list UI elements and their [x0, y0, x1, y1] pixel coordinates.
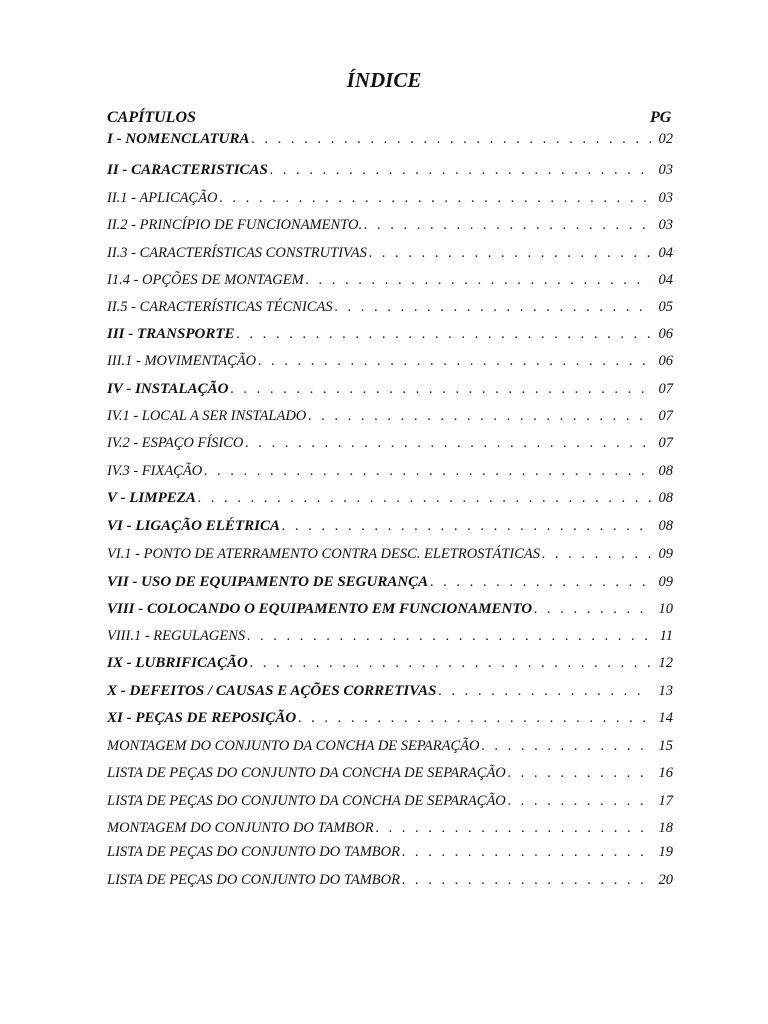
dot-leader [308, 405, 651, 427]
toc-entry [107, 214, 673, 236]
dot-leader [402, 869, 651, 891]
dot-leader [376, 817, 651, 839]
toc-entry-label: IV.1 - LOCAL A SER INSTALADO [107, 408, 307, 424]
toc-entry-label: IX - LUBRIFICAÇÃO [107, 655, 248, 671]
dot-leader [204, 460, 651, 482]
toc-entry-page: 20 [658, 872, 673, 888]
toc-entry-page: 02 [658, 131, 673, 147]
dot-leader [508, 790, 651, 812]
toc-entry-label: III - TRANSPORTE [107, 326, 235, 342]
dot-leader [430, 571, 651, 593]
toc-entry-label: I - NOMENCLATURA [107, 131, 250, 147]
toc-entry [107, 817, 673, 839]
toc-entry-label: VI - LIGAÇÃO ELÉTRICA [107, 518, 280, 534]
toc-entry [107, 762, 673, 784]
toc-entry [107, 296, 673, 318]
toc-entry [107, 487, 673, 509]
toc-entry [107, 460, 673, 482]
toc-entry-label: I1.4 - OPÇÕES DE MONTAGEM [107, 272, 304, 288]
dot-leader [335, 296, 651, 318]
toc-entry-label: LISTA DE PEÇAS DO CONJUNTO DO TAMBOR [107, 872, 400, 888]
toc-entry-label: MONTAGEM DO CONJUNTO DO TAMBOR [107, 820, 374, 836]
dot-leader [298, 707, 651, 729]
toc-entry [107, 598, 673, 620]
toc-entry-label: MONTAGEM DO CONJUNTO DA CONCHA DE SEPARAÇÃO [107, 738, 480, 754]
dot-leader [198, 487, 651, 509]
dot-leader [481, 735, 651, 757]
toc-entry-label: VIII.1 - REGULAGENS [107, 628, 246, 644]
toc-entry [107, 350, 673, 372]
toc-entry [107, 543, 673, 565]
toc-entry [107, 869, 673, 891]
toc-entry [107, 571, 673, 593]
toc-entry [107, 187, 673, 209]
toc-entry-label: II.2 - PRINCÍPIO DE FUNCIONAMENTO. [107, 217, 363, 233]
toc-entry [107, 405, 673, 427]
dot-leader [364, 214, 651, 236]
toc-entry [107, 378, 673, 400]
page-column-header: PG [650, 109, 672, 126]
toc-entry-page: 04 [658, 272, 673, 288]
dot-leader [306, 269, 651, 291]
toc-entry-label: III.1 - MOVIMENTAÇÃO [107, 353, 257, 369]
toc-entry-page: 12 [658, 655, 673, 671]
toc-entry-label: X - DEFEITOS / CAUSAS E AÇÕES CORRETIVAS [107, 683, 437, 699]
toc-entry-label: IV.3 - FIXAÇÃO [107, 463, 203, 479]
toc-entry-label: LISTA DE PEÇAS DO CONJUNTO DO TAMBOR [107, 844, 400, 860]
dot-leader [270, 159, 651, 181]
toc-entry-page: 07 [658, 408, 673, 424]
toc-entry-label: XI - PEÇAS DE REPOSIÇÃO [107, 710, 297, 726]
toc-entry [107, 323, 673, 345]
toc-entry-page: 09 [658, 546, 673, 562]
chapters-header: CAPÍTULOS [107, 109, 196, 126]
toc-entry-page: 03 [658, 190, 673, 206]
toc-entry [107, 432, 673, 454]
toc-entry [107, 242, 673, 264]
toc-entry-page: 08 [658, 518, 673, 534]
dot-leader [252, 128, 651, 150]
toc-entry-page: 05 [658, 299, 673, 315]
dot-leader [369, 242, 651, 264]
toc-entry-label: II.5 - CARACTERÍSTICAS TÉCNICAS [107, 299, 333, 315]
toc-entry-page: 07 [658, 435, 673, 451]
toc-entry [107, 515, 673, 537]
dot-leader [220, 187, 652, 209]
dot-leader [282, 515, 651, 537]
toc-entry [107, 269, 673, 291]
toc-entry-label: LISTA DE PEÇAS DO CONJUNTO DA CONCHA DE SEPARAÇÃO [107, 793, 506, 809]
dot-leader [258, 350, 651, 372]
dot-leader [402, 841, 651, 863]
toc-entry-page: 11 [659, 628, 673, 644]
toc-entry-page: 08 [658, 490, 673, 506]
toc-entry-page: 03 [658, 217, 673, 233]
toc-entry-page: 13 [658, 683, 673, 699]
toc-entry [107, 652, 673, 674]
dot-leader [245, 432, 651, 454]
toc-entry-label: VI.1 - PONTO DE ATERRAMENTO CONTRA DESC. ELETROSTÁTICAS [107, 546, 541, 562]
toc-entry-page: 15 [658, 738, 673, 754]
toc-entry-label: LISTA DE PEÇAS DO CONJUNTO DA CONCHA DE SEPARAÇÃO [107, 765, 506, 781]
toc-entry-page: 08 [658, 463, 673, 479]
toc-entry [107, 790, 673, 812]
toc-entry [107, 625, 673, 647]
toc-entry [107, 707, 673, 729]
toc-entry-page: 10 [658, 601, 673, 617]
dot-leader [230, 378, 651, 400]
toc-entry-label: VII - USO DE EQUIPAMENTO DE SEGURANÇA [107, 574, 429, 590]
toc-entry-label: V - LIMPEZA [107, 490, 196, 506]
dot-leader [542, 543, 651, 565]
dot-leader [247, 625, 651, 647]
toc-entry-page: 06 [658, 326, 673, 342]
toc-entry-label: VIII - COLOCANDO O EQUIPAMENTO EM FUNCIONAMENTO [107, 601, 533, 617]
toc-entry-page: 17 [658, 793, 673, 809]
dot-leader [438, 680, 651, 702]
dot-leader [534, 598, 651, 620]
dot-leader [237, 323, 651, 345]
toc-entry [107, 159, 673, 181]
toc-entry-page: 03 [658, 162, 673, 178]
toc-entry [107, 735, 673, 757]
toc-entry-page: 09 [658, 574, 673, 590]
toc-entry-page: 07 [658, 381, 673, 397]
dot-leader [250, 652, 651, 674]
toc-entry-page: 06 [658, 353, 673, 369]
toc-entry-label: IV.2 - ESPAÇO FÍSICO [107, 435, 244, 451]
toc-entry-page: 04 [658, 245, 673, 261]
toc-entry-label: IV - INSTALAÇÃO [107, 381, 229, 397]
toc-entry-page: 19 [658, 844, 673, 860]
toc-entry-page: 14 [658, 710, 673, 726]
page-title: ÍNDICE [346, 68, 422, 92]
toc-entry-label: II.1 - APLICAÇÃO [107, 190, 218, 206]
toc-entry-page: 16 [658, 765, 673, 781]
toc-entry [107, 680, 673, 702]
dot-leader [508, 762, 651, 784]
toc-entry-label: II.3 - CARACTERÍSTICAS CONSTRUTIVAS [107, 245, 367, 261]
toc-entry-page: 18 [658, 820, 673, 836]
toc-entry [107, 841, 673, 863]
toc-entry [107, 128, 673, 150]
toc-entry-label: II - CARACTERISTICAS [107, 162, 268, 178]
